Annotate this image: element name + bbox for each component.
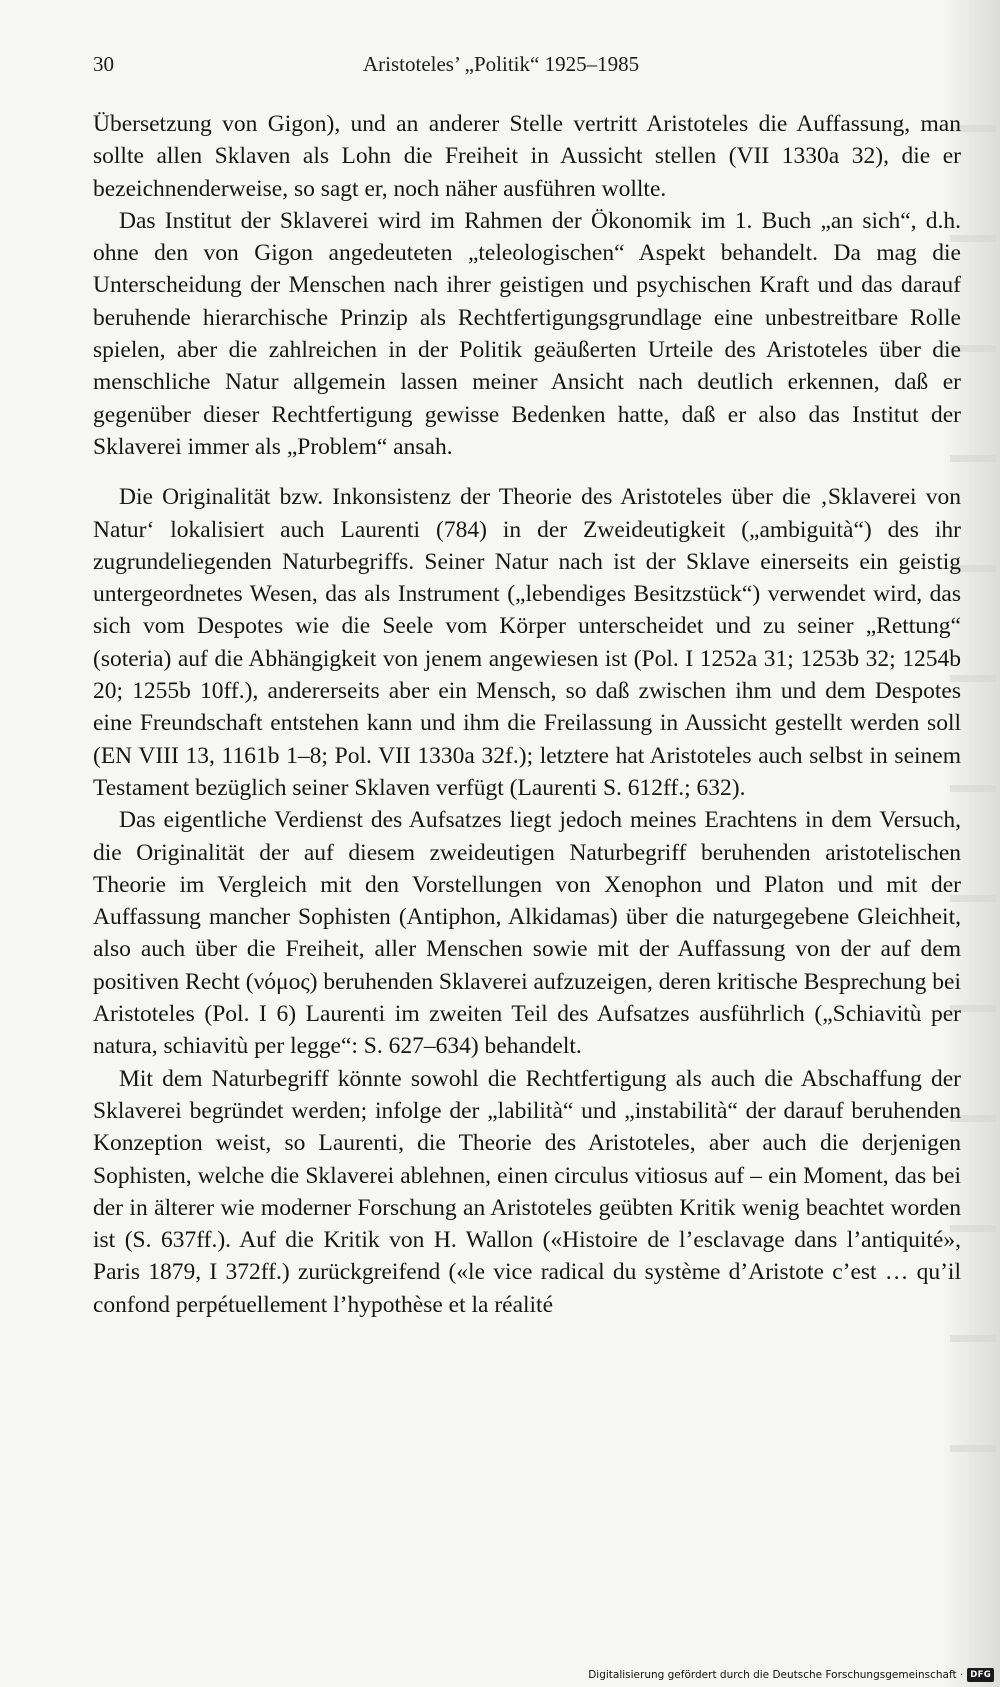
running-header xyxy=(93,52,928,84)
bleed-through-mark xyxy=(950,1445,996,1452)
body-text xyxy=(93,108,961,1321)
dfg-logo: DFG xyxy=(967,1668,994,1682)
bleed-through-mark xyxy=(950,1335,996,1342)
paragraph: Das Institut der Sklaverei wird im Rahmen der Ökonomik im 1. Buch „an sich“, d.h. ohne den von Gigon angedeuteten „teleologischen“ Aspekt behandelt. Da mag die Unterscheidung der Menschen nach ihrer geistigen und psychischen Kraft und das darauf beruhende hierarchische Prinzip als Rechtfertigungsgrundlage eine unbestreitbare Rolle spielen, aber die zahlreichen in der Politik geäußerten Urteile des Aristoteles über die menschliche Natur allgemein lassen meiner Ansicht nach deutlich erkennen, daß er gegenüber dieser Rechtfertigung gewisse Bedenken hatte, daß er also das Institut der Sklaverei immer als „Problem“ ansah. xyxy=(93,207,961,460)
paragraph: Übersetzung von Gigon), und an anderer Stelle vertritt Aristoteles die Auffassung, man sollte allen Sklaven als Lohn die Freiheit in Aussicht stellen (VII 1330a 32), die er bezeichnenderweise, so sagt er, noch näher ausführen wollte. xyxy=(93,111,961,202)
paragraph: Mit dem Naturbegriff könnte sowohl die Rechtfertigung als auch die Abschaffung der Sklaverei begründet werden; infolge der „labilità“ und „instabilità“ der darauf beruhenden Konzeption weist, so Laurenti, die Theorie des Aristoteles, aber auch die derjenigen Sophisten, welche die Sklaverei ablehnen, einen circulus vitiosus auf – ein Moment, das bei der in älterer wie moderner Forschung an Aristoteles geübten Kritik wenig beachtet worden ist (S. 637ff.). Auf die Kritik von H. Wallon («Histoire de l’esclavage dans l’antiquité», Paris 1879, I 372ff.) zurückgreifend («le vice radical du système d’Aristote c’est … qu’il confond perpétuellement l’hypothèse et la réalité xyxy=(93,1065,961,1318)
digitization-credit: Digitalisierung gefördert durch die Deutsche Forschungsgemeinschaft · xyxy=(588,1669,964,1681)
paragraph: Das eigentliche Verdienst des Aufsatzes liegt jedoch meines Erachtens in dem Versuch, die Originalität der auf diesem zweideutigen Naturbegriff beruhenden aristotelischen Theorie im Vergleich mit den Vorstellungen von Xenophon und Platon und mit der Auffassung mancher Sophisten (Antiphon, Alkidamas) über die naturgegebene Gleichheit, also auch über die Freiheit, aller Menschen sowie mit der Auffassung von der auf dem positiven Recht (νόμος) beruhenden Sklaverei aufzuzeigen, deren kritische Besprechung bei Aristoteles (Pol. I 6) Laurenti im zweiten Teil des Aufsatzes ausführlich („Schiavitù per natura, schiavitù per legge“: S. 627–634) behandelt. xyxy=(93,807,961,1060)
digitization-footer xyxy=(588,1666,994,1684)
running-title: Aristoteles’ „Politik“ 1925–1985 xyxy=(363,52,640,76)
page-number: 30 xyxy=(93,52,114,76)
paragraph: Die Originalität bzw. Inkonsistenz der Theorie des Aristoteles über die ‚Sklaverei von Natur‘ lokalisiert auch Laurenti (784) in der Zweideutigkeit („ambiguità“) des ihr zugrundeliegenden Naturbegriffs. Seiner Natur nach ist der Sklave einerseits ein geistig untergeordnetes Wesen, das als Instrument („lebendiges Besitzstück“) verwendet wird, das sich vom Despotes wie die Seele vom Körper unterscheidet und zu seiner „Rettung“ (soteria) auf die Abhängigkeit von jenem angewiesen ist (Pol. I 1252a 31; 1253b 32; 1254b 20; 1255b 10ff.), andererseits aber ein Mensch, so daß zwischen ihm und dem Despotes eine Freundschaft entstehen kann und ihm die Freilassung in Aussicht gestellt werden soll (EN VIII 13, 1161b 1–8; Pol. VII 1330a 32f.); letztere hat Aristoteles auch selbst in seinem Testament bezüglich seiner Sklaven verfügt (Laurenti S. 612ff.; 632). xyxy=(93,484,961,801)
